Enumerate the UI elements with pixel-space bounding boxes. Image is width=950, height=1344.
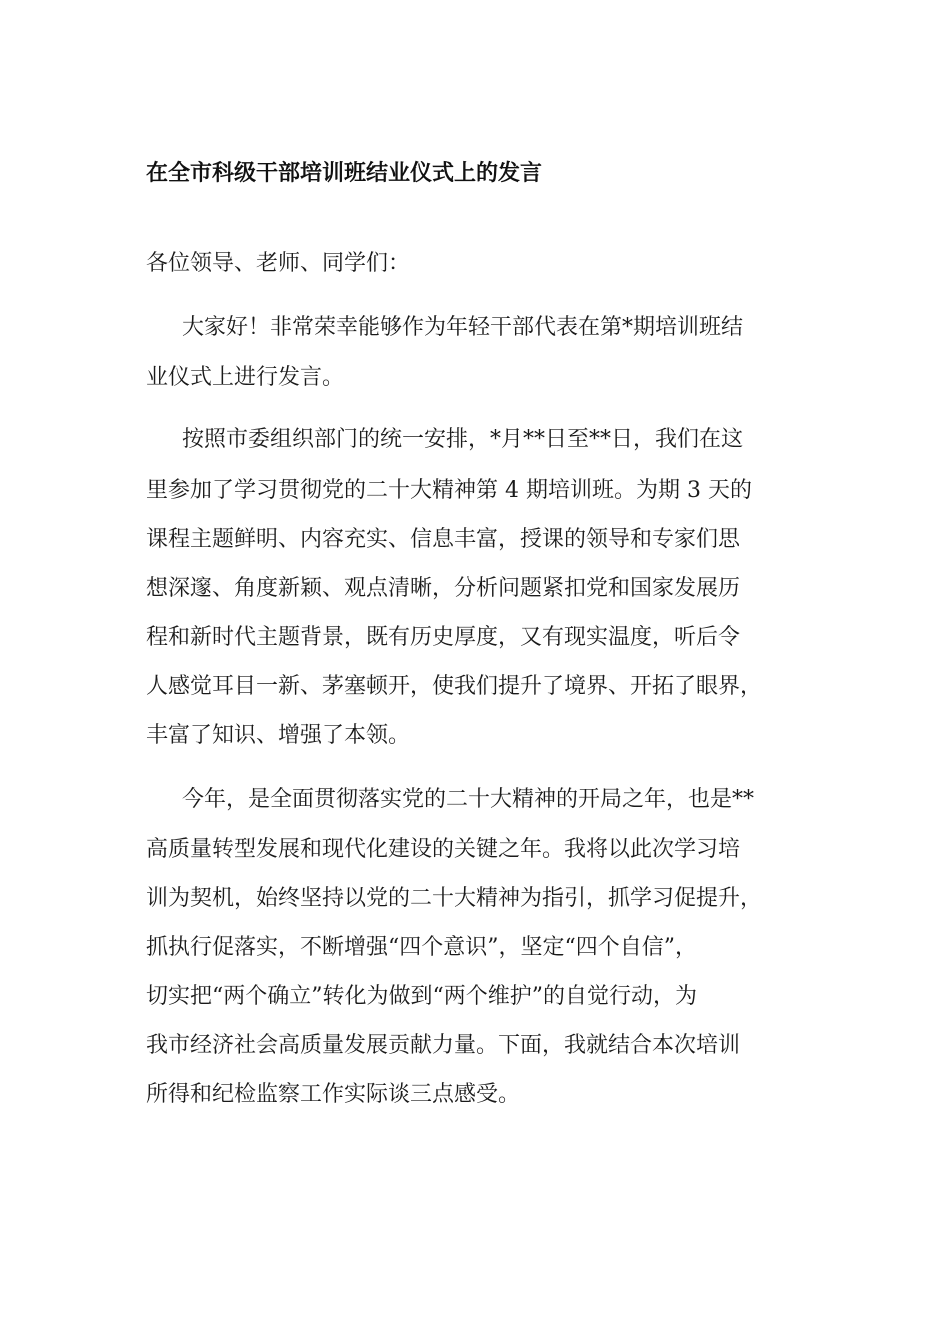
- paragraph-3-line-2: 高质量转型发展和现代化建设的关键之年。我将以此次学习培: [146, 837, 741, 862]
- paragraph-3-line-3: 训为契机，始终坚持以党的二十大精神为指引，抓学习促提升，: [146, 886, 763, 911]
- paragraph-1-line-1: 大家好！非常荣幸能够作为年轻干部代表在第*期培训班结: [182, 315, 744, 340]
- paragraph-2-line-3: 课程主题鲜明、内容充实、信息丰富，授课的领导和专家们思: [146, 527, 741, 552]
- paragraph-2-line-6: 人感觉耳目一新、茅塞顿开，使我们提升了境界、开拓了眼界，: [146, 674, 763, 699]
- paragraph-2-line-2: 里参加了学习贯彻党的二十大精神第 4 期培训班。为期 3 天的: [146, 478, 752, 503]
- paragraph-3-line-4: 抓执行促落实，不断增强“四个意识”，坚定“四个自信”，: [146, 935, 697, 960]
- paragraph-3-line-5: 切实把“两个确立”转化为做到“两个维护”的自觉行动，为: [146, 984, 697, 1009]
- salutation: 各位领导、老师、同学们：: [146, 251, 411, 276]
- paragraph-2-line-7: 丰富了知识、增强了本领。: [146, 723, 411, 748]
- paragraph-2-line-5: 程和新时代主题背景，既有历史厚度，又有现实温度，听后令: [146, 625, 741, 650]
- paragraph-3-line-1: 今年，是全面贯彻落实党的二十大精神的开局之年，也是**: [182, 787, 755, 812]
- paragraph-1-line-2: 业仪式上进行发言。: [146, 365, 345, 390]
- paragraph-2-line-1: 按照市委组织部门的统一安排，*月**日至**日，我们在这: [182, 427, 744, 452]
- paragraph-2-line-4: 想深邃、角度新颖、观点清晰，分析问题紧扣党和国家发展历: [146, 576, 741, 601]
- document-title: 在全市科级干部培训班结业仪式上的发言: [146, 161, 543, 186]
- paragraph-3-line-6: 我市经济社会高质量发展贡献力量。下面，我就结合本次培训: [146, 1033, 741, 1058]
- paragraph-3-line-7: 所得和纪检监察工作实际谈三点感受。: [146, 1082, 521, 1107]
